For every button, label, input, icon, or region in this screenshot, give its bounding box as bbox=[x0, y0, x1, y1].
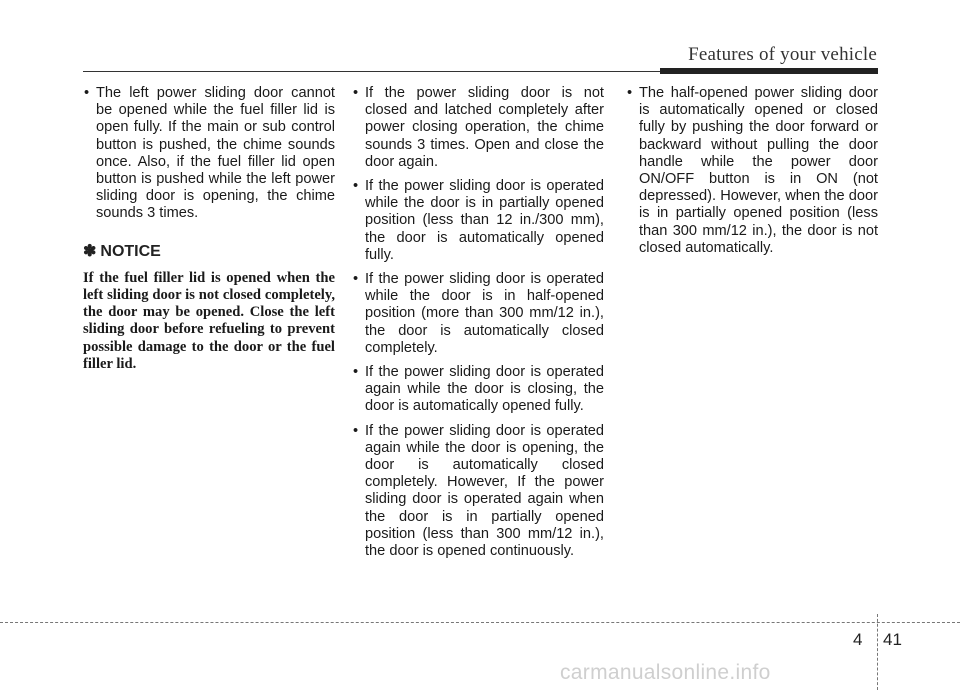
list-item: • If the power sliding door is operated again while the door is opening, the door is automatically closed completely. However, If the power sliding door is operated again when the door is in partially opened position (less than 300 mm/12 in.), the door is opened continuously. bbox=[352, 423, 604, 561]
bullet-list-3 bbox=[626, 85, 878, 257]
notice-heading-label: NOTICE bbox=[100, 242, 161, 260]
text-column-1 bbox=[83, 85, 335, 373]
list-item: • If the power sliding door is not closed and latched completely after power closing operation, the chime sounds 3 times. Open and close the door again. bbox=[352, 85, 604, 171]
bullet-list-1 bbox=[83, 85, 335, 223]
footer-vertical-rule bbox=[877, 614, 878, 690]
notice-heading bbox=[83, 243, 335, 260]
list-item: • If the power sliding door is operated while the door is in partially opened position (less than 12 in./300 mm), the door is automatically opened fully. bbox=[352, 178, 604, 264]
list-item: • If the power sliding door is operated again while the door is closing, the door is automatically opened fully. bbox=[352, 364, 604, 416]
text-column-3 bbox=[626, 85, 878, 264]
list-item: • The left power sliding door cannot be opened while the fuel filler lid is open fully. If the main or sub control button is pushed, the chime sounds once. Also, if the fuel filler lid open button is pushed while the left power sliding door is opening, the chime sounds 3 times. bbox=[83, 85, 335, 223]
page-number: 41 bbox=[883, 630, 902, 649]
bullet-list-2 bbox=[352, 85, 604, 560]
header-rule-thin bbox=[83, 71, 660, 72]
footer-dashed-rule bbox=[0, 622, 960, 623]
section-title: Features of your vehicle bbox=[688, 44, 877, 65]
text-column-2 bbox=[352, 85, 604, 567]
watermark: carmanualsonline.info bbox=[560, 661, 771, 684]
list-item: • If the power sliding door is operated while the door is in half-opened position (more than 300 mm/12 in.), the door is automatically closed completely. bbox=[352, 271, 604, 357]
notice-body: If the fuel filler lid is opened when the left sliding door is not closed completely, the door may be opened. Close the left sliding door before refueling to prevent possible damage to the door or the fuel filler lid. bbox=[83, 269, 335, 372]
header-rule-thick bbox=[660, 68, 878, 74]
list-item: • The half-opened power sliding door is automatically opened or closed fully by pushing the door forward or backward without pulling the door handle while the power door ON/OFF button is in ON (not depressed). However, when the door is in partially opened position (less than 300 mm/12 in.), the door is not closed automatically. bbox=[626, 85, 878, 257]
notice-icon: ✽ bbox=[83, 242, 97, 260]
chapter-number: 4 bbox=[853, 630, 863, 649]
